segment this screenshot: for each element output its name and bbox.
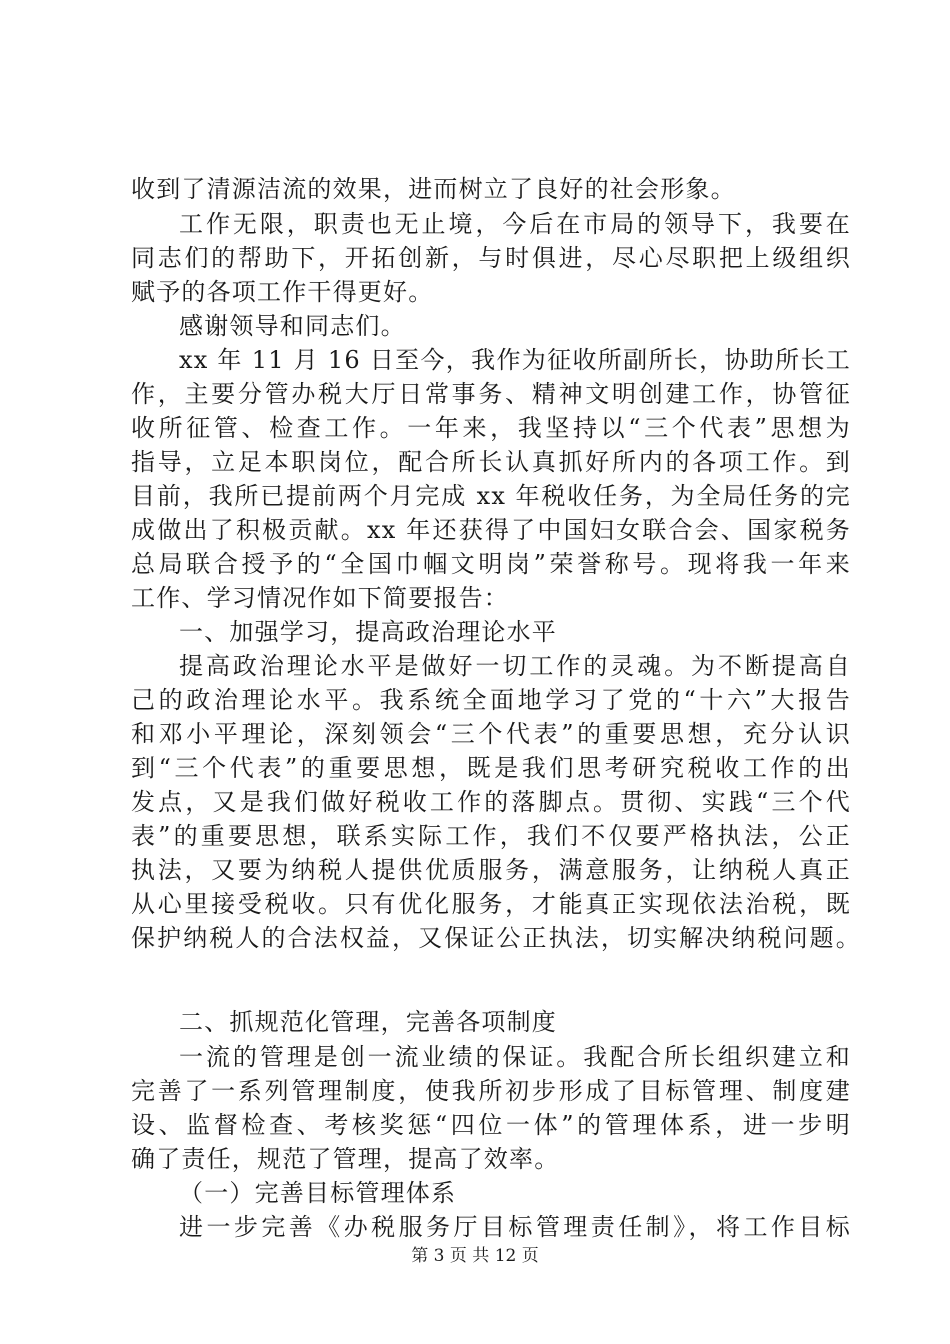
text-line: 发点，又是我们做好税收工作的落脚点。贯彻、实践“三个代 [131,788,851,816]
text-line: 同志们的帮助下，开拓创新，与时俱进，尽心尽职把上级组织 [131,244,851,272]
text-line: 到“三个代表”的重要思想，既是我们思考研究税收工作的出 [131,754,851,782]
text-line: 目前，我所已提前两个月完成 xx 年税收任务，为全局任务的完 [131,482,851,510]
text-line: 提高政治理论水平是做好一切工作的灵魂。为不断提高自 [179,652,851,680]
page-footer: 第 3 页 共 12 页 [411,1246,539,1266]
text-line: 设、监督检查、考核奖惩“四位一体”的管理体系，进一步明 [131,1111,851,1139]
text-line: 感谢领导和同志们。 [179,312,406,340]
text-line: 收所征管、检查工作。一年来，我坚持以“三个代表”思想为 [131,414,851,442]
text-line: 成做出了积极贡献。xx 年还获得了中国妇女联合会、国家税务 [131,516,851,544]
text-line: 作，主要分管办税大厅日常事务、精神文明创建工作，协管征 [131,380,851,408]
text-line: 从心里接受税收。只有优化服务，才能真正实现依法治税，既 [131,890,851,918]
section-heading: 二、抓规范化管理，完善各项制度 [179,1008,557,1036]
text-line: 表”的重要思想，联系实际工作，我们不仅要严格执法，公正 [131,822,851,850]
text-line: 完善了一系列管理制度，使我所初步形成了目标管理、制度建 [131,1077,851,1105]
text-line: 确了责任，规范了管理，提高了效率。 [131,1145,560,1173]
text-line: 己的政治理论水平。我系统全面地学习了党的“十六”大报告 [131,686,851,714]
text-line: 执法，又要为纳税人提供优质服务，满意服务，让纳税人真正 [131,856,851,884]
text-line: 收到了清源洁流的效果，进而树立了良好的社会形象。 [131,175,736,203]
text-line: 工作、学习情况作如下简要报告： [131,584,509,612]
section-heading: 一、加强学习，提高政治理论水平 [179,618,557,646]
text-line: 赋予的各项工作干得更好。 [131,278,434,306]
text-line: 工作无限，职责也无止境，今后在市局的领导下，我要在 [179,210,851,238]
text-line: 进一步完善《办税服务厅目标管理责任制》，将工作目标 [179,1213,851,1241]
subsection-heading: （一）完善目标管理体系 [179,1179,457,1207]
text-line: 总局联合授予的“全国巾帼文明岗”荣誉称号。现将我一年来 [131,550,851,578]
text-line: 和邓小平理论，深刻领会“三个代表”的重要思想，充分认识 [131,720,851,748]
text-line: 指导，立足本职岗位，配合所长认真抓好所内的各项工作。到 [131,448,851,476]
text-line: 保护纳税人的合法权益，又保证公正执法，切实解决纳税问题。 [131,924,861,952]
text-line: xx 年 11 月 16 日至今，我作为征收所副所长，协助所长工 [179,346,851,374]
text-line: 一流的管理是创一流业绩的保证。我配合所长组织建立和 [179,1043,851,1071]
